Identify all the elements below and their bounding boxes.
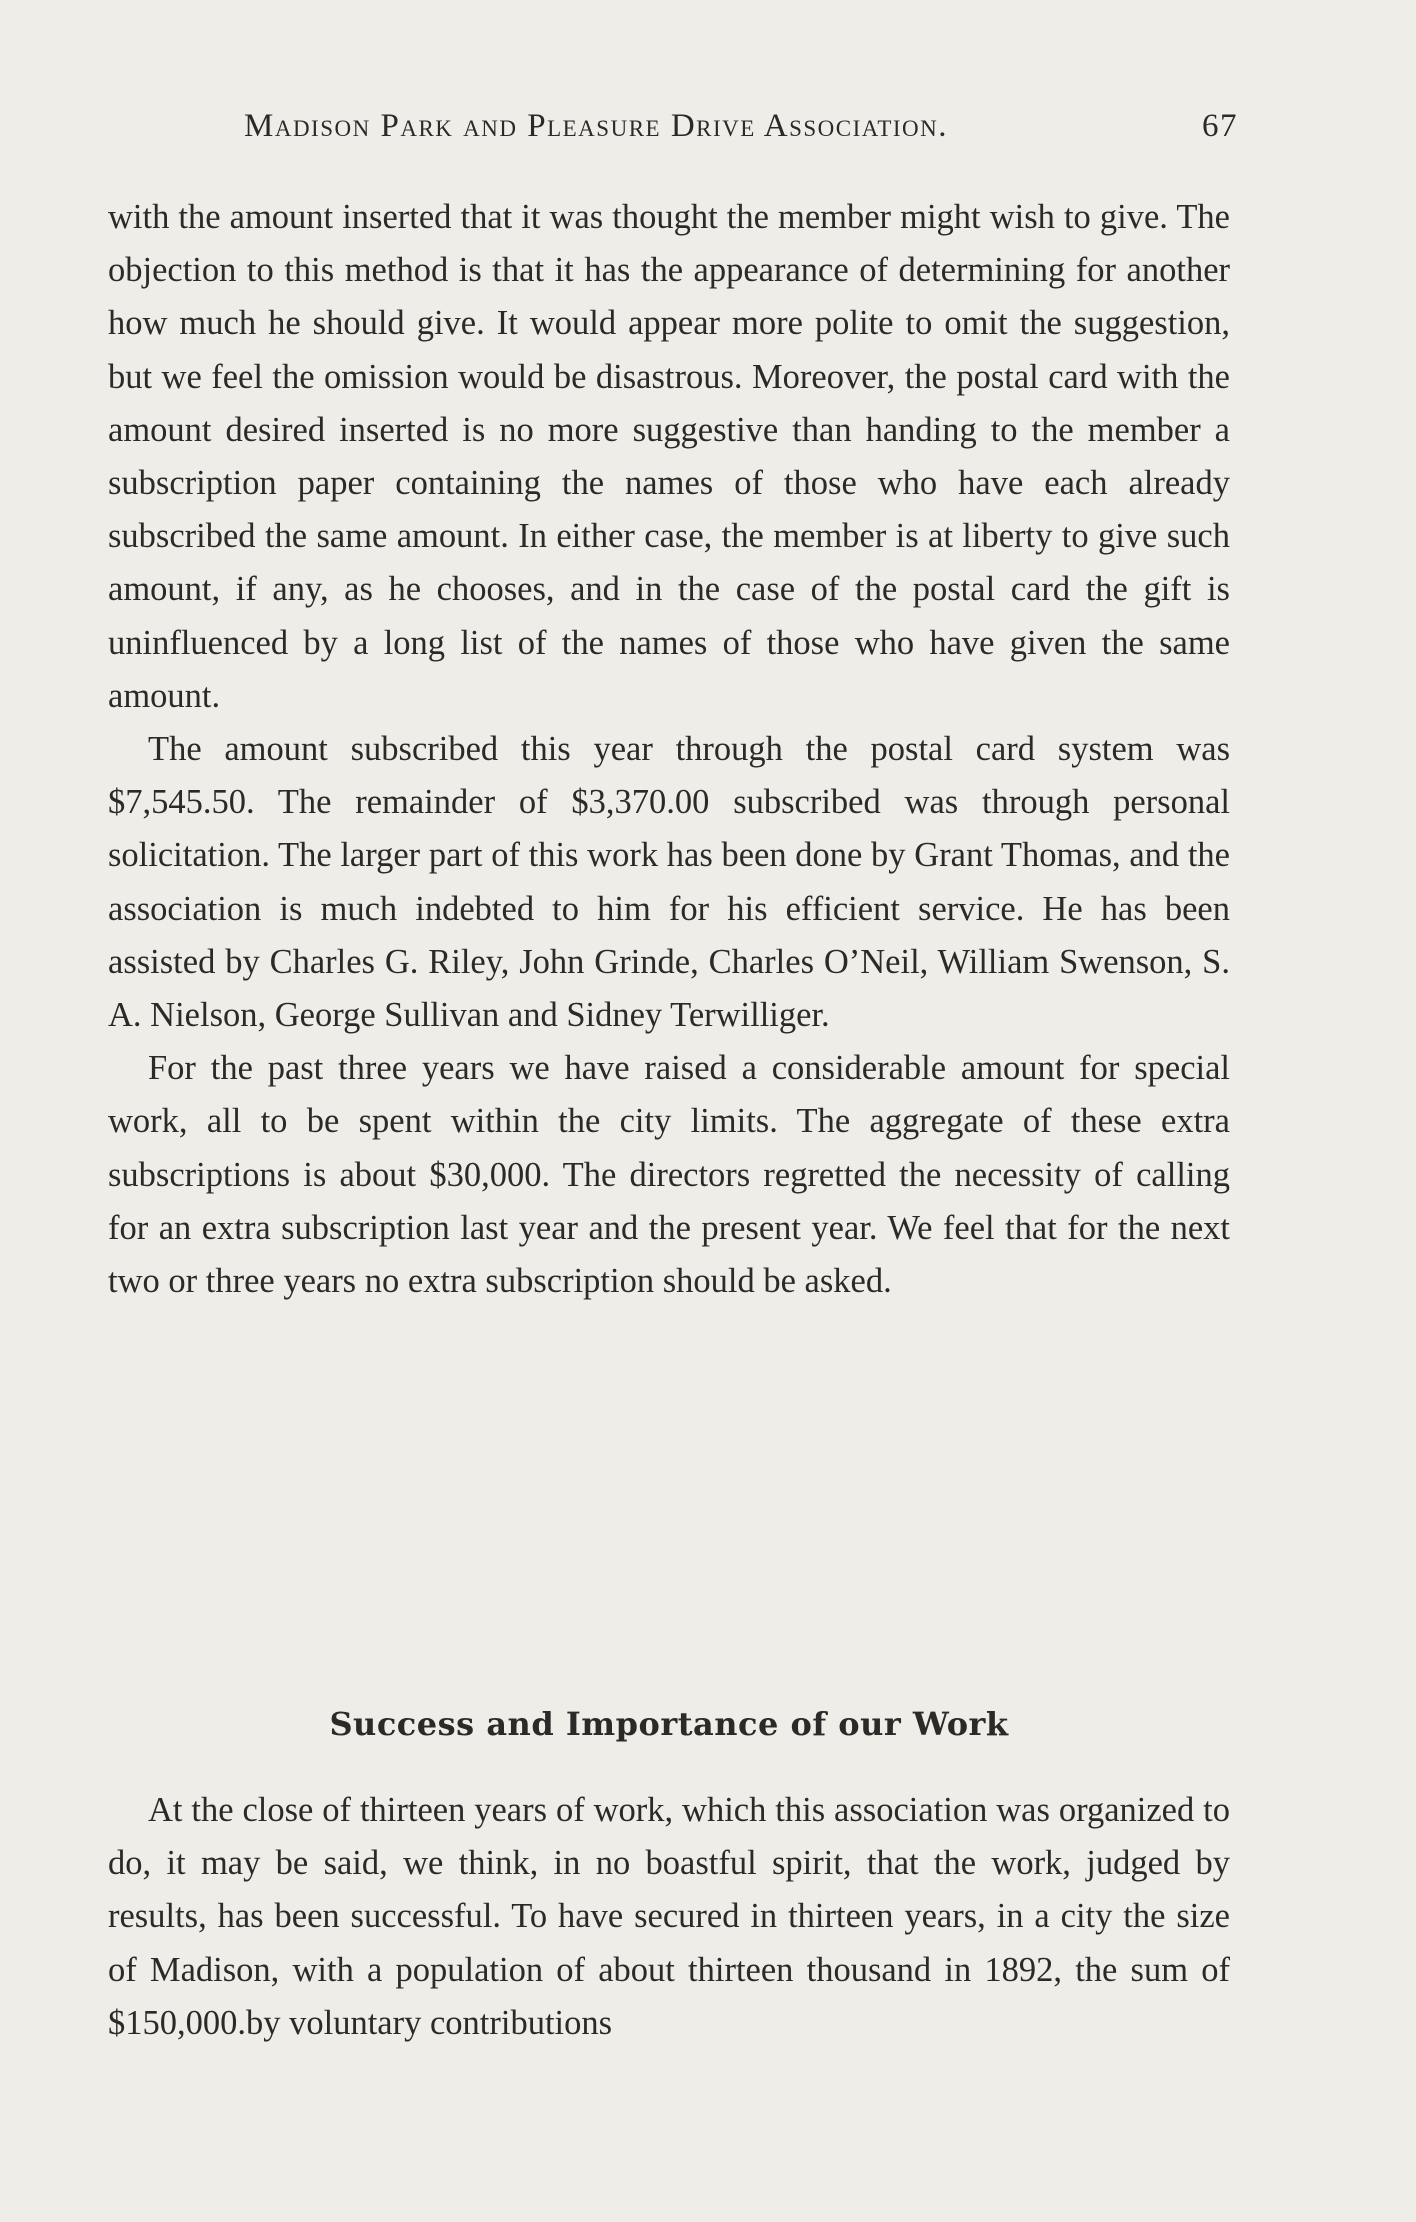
- section-body-text: [108, 1784, 1230, 2050]
- body-text: [108, 191, 1230, 1308]
- running-head: Madison Park and Pleasure Drive Association.: [244, 108, 949, 144]
- paragraph: with the amount inserted that it was thought the member might wish to give. The objection to this method is that it has the appearance of determining for another how much he should give. It would appear more polite to omit the suggestion, but we feel the omission would be disastrous. Moreover, the postal card with the amount desired inserted is no more suggestive than handing to the member a subscription paper containing the names of those who have each already subscribed the same amount. In either case, the member is at liberty to give such amount, if any, as he chooses, and in the case of the postal card the gift is uninfluenced by a long list of the names of those who have given the same amount.: [108, 198, 1230, 715]
- paragraph: The amount subscribed this year through the postal card system was $7,545.50. The remainder of $3,370.00 subscribed was through personal solicitation. The larger part of this work has been done by Grant Thomas, and the association is much indebted to him for his efficient service. He has been assisted by Charles G. Riley, John Grinde, Charles O’Neil, William Swenson, S. A. Nielson, George Sullivan and Sidney Terwilliger.: [108, 730, 1230, 1035]
- section-heading: Success and Importance of our Work: [329, 1705, 1009, 1743]
- page-number: 67: [1202, 108, 1238, 144]
- paragraph: For the past three years we have raised a considerable amount for special work, all to be spent within the city limits. The aggregate of these extra subscriptions is about $30,000. The directors regretted the necessity of calling for an extra subscription last year and the present year. We feel that for the next two or three years no extra subscription should be asked.: [108, 1049, 1230, 1301]
- paragraph: At the close of thirteen years of work, which this association was organized to do, it may be said, we think, in no boastful spirit, that the work, judged by results, has been successful. To have secured in thirteen years, in a city the size of Madison, with a population of about thirteen thousand in 1892, the sum of $150,000.by voluntary contributions: [108, 1791, 1230, 2042]
- page-header: [108, 108, 1238, 152]
